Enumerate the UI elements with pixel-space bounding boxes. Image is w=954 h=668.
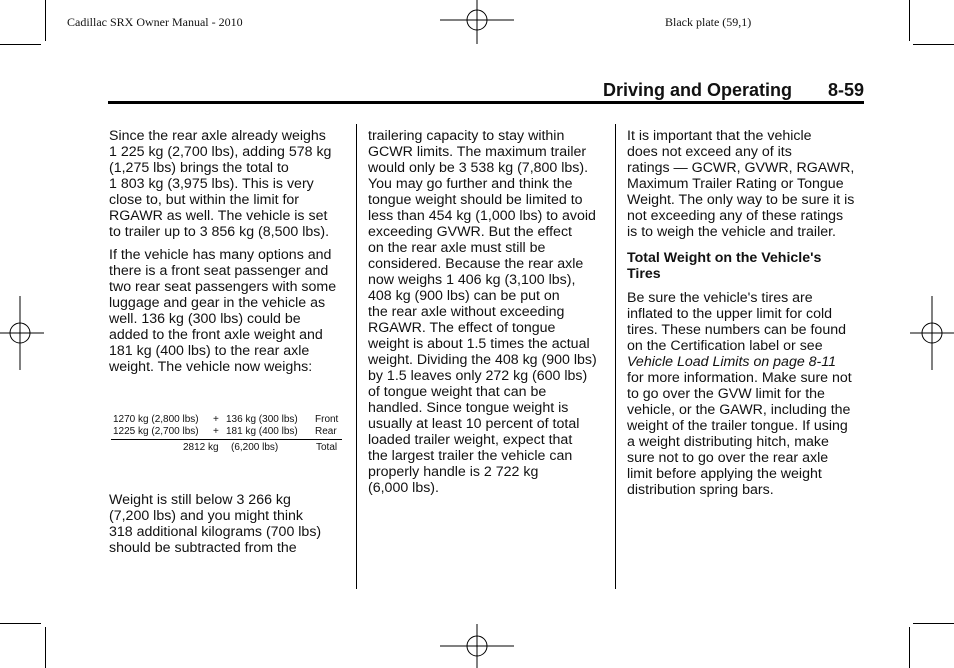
paragraph xyxy=(368,128,597,496)
text-line: to trailer up to 3 856 kg (8,500 lbs). xyxy=(109,224,330,240)
table-cell: Total xyxy=(316,442,338,453)
text-line: is to weigh the vehicle and trailer. xyxy=(627,224,836,240)
text-line: weight is about 1.5 times the actual xyxy=(368,336,590,352)
table-cell: + xyxy=(213,414,219,425)
text-line: trailering capacity to stay within xyxy=(368,128,565,144)
column-1-continued xyxy=(109,492,321,556)
text-line: properly handle is 2 722 kg xyxy=(368,464,539,480)
table-cell: 181 kg (400 lbs) xyxy=(226,426,298,437)
cross-reference-link[interactable]: Vehicle Load Limits on page 8-11 xyxy=(627,354,837,370)
paragraph xyxy=(627,128,854,240)
text-line: vehicle, or the GAWR, including the xyxy=(627,402,851,418)
text-line: a weight distributing hitch, make xyxy=(627,434,829,450)
registration-mark-right xyxy=(910,296,954,370)
paragraph xyxy=(109,247,336,375)
table-row xyxy=(111,426,344,438)
table-total-rule xyxy=(111,439,342,440)
text-line: Maximum Trailer Rating or Tongue xyxy=(627,176,844,192)
column-2 xyxy=(368,128,597,496)
paragraph xyxy=(109,492,321,556)
crop-mark xyxy=(913,44,954,45)
text-line: (7,200 lbs) and you might think xyxy=(109,508,304,524)
text-line: of tongue weight that can be xyxy=(368,384,547,400)
text-line: would only be 3 538 kg (7,800 lbs). xyxy=(368,160,589,176)
text-line: to go over the GVW limit for the xyxy=(627,386,825,402)
text-line: RGAWR. The effect of tongue xyxy=(368,320,556,336)
text-line: well. 136 kg (300 lbs) could be xyxy=(109,311,301,327)
text-line: added to the front axle weight and xyxy=(109,327,323,343)
text-line: You may go further and think the xyxy=(368,176,573,192)
text-line: loaded trailer weight, expect that xyxy=(368,432,573,448)
text-line: two rear seat passengers with some xyxy=(109,279,337,295)
table-cell: 1270 kg (2,800 lbs) xyxy=(113,414,199,425)
table-row xyxy=(111,414,344,426)
text-line: for more information. Make sure not xyxy=(627,370,852,386)
text-line: on the rear axle must still be xyxy=(368,240,546,256)
page-number: 8-59 xyxy=(827,80,864,100)
text-line: now weighs 1 406 kg (3,100 lbs), xyxy=(368,272,576,288)
header-rule xyxy=(108,101,864,104)
crop-mark xyxy=(45,0,46,41)
text-line: GCWR limits. The maximum trailer xyxy=(368,144,587,160)
text-line: usually at least 10 percent of total xyxy=(368,416,580,432)
text-line: 181 kg (400 lbs) to the rear axle xyxy=(109,343,310,359)
subheading-line: Total Weight on the Vehicle's xyxy=(627,250,822,266)
text-line: (1,275 lbs) brings the total to xyxy=(109,160,289,176)
crop-mark xyxy=(45,627,46,668)
text-line: inflated to the upper limit for cold xyxy=(627,306,833,322)
table-row xyxy=(111,442,344,454)
subheading xyxy=(627,250,854,282)
text-line: should be subtracted from the xyxy=(109,540,297,556)
text-line: 318 additional kilograms (700 lbs) xyxy=(109,524,322,540)
text-line: considered. Because the rear axle xyxy=(368,256,584,272)
text-line: Be sure the vehicle's tires are xyxy=(627,290,813,306)
text-line: on the Certification label or see xyxy=(627,338,823,354)
table-cell: 2812 kg xyxy=(183,442,219,453)
crop-mark xyxy=(909,0,910,41)
text-line: does not exceed any of its xyxy=(627,144,792,160)
text-line: exceeding GVWR. But the effect xyxy=(368,224,572,240)
section-title: Driving and Operating xyxy=(603,80,793,100)
text-line: tongue weight should be limited to xyxy=(368,192,583,208)
weight-table xyxy=(111,414,344,454)
text-line: 1 803 kg (3,975 lbs). This is very xyxy=(109,176,314,192)
table-cell: + xyxy=(213,426,219,437)
text-line: Weight. The only way to be sure it is xyxy=(627,192,855,208)
registration-mark-top xyxy=(440,0,514,44)
text-line: the rear axle without exceeding xyxy=(368,304,565,320)
plate-label: Black plate (59,1) xyxy=(665,15,752,29)
paragraph xyxy=(109,128,336,240)
text-line: the largest trailer the vehicle can xyxy=(368,448,573,464)
text-line: It is important that the vehicle xyxy=(627,128,812,144)
text-line: close to, but within the limit for xyxy=(109,192,300,208)
text-line: weight of the trailer tongue. If using xyxy=(627,418,848,434)
column-divider xyxy=(615,124,616,589)
paragraph xyxy=(627,290,854,498)
table-cell: 136 kg (300 lbs) xyxy=(226,414,298,425)
column-1 xyxy=(109,128,336,375)
text-line: RGAWR as well. The vehicle is set xyxy=(109,208,328,224)
text-line: not exceeding any of these ratings xyxy=(627,208,844,224)
table-cell: Front xyxy=(315,414,339,425)
table-cell: Rear xyxy=(315,426,337,437)
text-line: ratings — GCWR, GVWR, RGAWR, xyxy=(627,160,855,176)
text-line: If the vehicle has many options and xyxy=(109,247,332,263)
text-line: Weight is still below 3 266 kg xyxy=(109,492,291,508)
table-cell: (6,200 lbs) xyxy=(231,442,279,453)
text-line: less than 454 kg (1,000 lbs) to avoid xyxy=(368,208,596,224)
text-line: there is a front seat passenger and xyxy=(109,263,329,279)
table-cell: 1225 kg (2,700 lbs) xyxy=(113,426,199,437)
text-line: by 1.5 leaves only 272 kg (600 lbs) xyxy=(368,368,588,384)
text-line: weight. The vehicle now weighs: xyxy=(109,359,313,375)
text-line: 1 225 kg (2,700 lbs), adding 578 kg xyxy=(109,144,332,160)
crop-mark xyxy=(0,44,41,45)
text-line: (6,000 lbs). xyxy=(368,480,439,496)
column-divider xyxy=(356,124,357,589)
text-line: 408 kg (900 lbs) can be put on xyxy=(368,288,560,304)
column-3 xyxy=(627,128,854,498)
text-line: handled. Since tongue weight is xyxy=(368,400,569,416)
text-line: limit before applying the weight xyxy=(627,466,822,482)
subheading-line: Tires xyxy=(627,266,661,282)
registration-mark-bottom xyxy=(440,624,514,668)
manual-title: Cadillac SRX Owner Manual - 2010 xyxy=(67,15,243,29)
crop-mark xyxy=(0,623,41,624)
text-line: luggage and gear in the vehicle as xyxy=(109,295,326,311)
text-line: tires. These numbers can be found xyxy=(627,322,846,338)
text-line: sure not to go over the rear axle xyxy=(627,450,829,466)
text-line: Since the rear axle already weighs xyxy=(109,128,326,144)
crop-mark xyxy=(909,627,910,668)
text-line: distribution spring bars. xyxy=(627,482,774,498)
text-line: weight. Dividing the 408 kg (900 lbs) xyxy=(368,352,597,368)
crop-mark xyxy=(913,623,954,624)
registration-mark-left xyxy=(0,296,44,370)
